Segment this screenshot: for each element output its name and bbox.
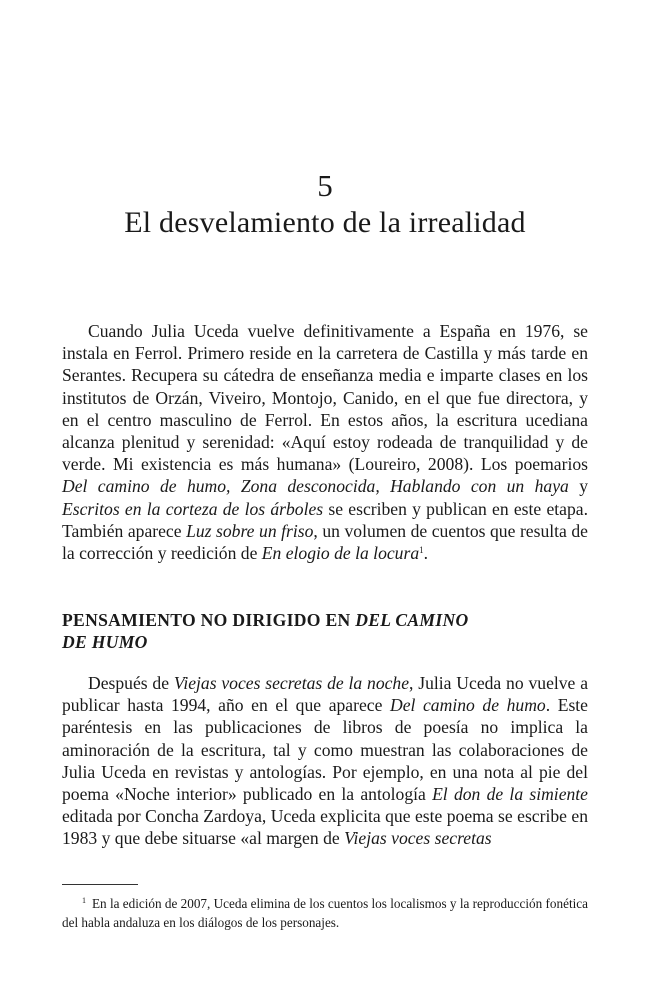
book-title-italic: Escritos en la corteza de los árboles — [62, 498, 324, 519]
text-run: Después de — [88, 673, 174, 693]
book-title-italic: En elogio de la locura — [261, 543, 420, 564]
footnote — [62, 894, 588, 932]
chapter-title: El desvelamiento de la irrealidad — [124, 206, 526, 239]
text-run: Cuando Julia Uceda vuelve definitivamente a España en 1976, se instala en Ferrol. Primero reside en la carretera de Castilla y más tarde en Serantes. Recupera su cátedra de enseñanza media e imparte clases en los institutos de Orzán, Viveiro, Montojo, Canido, en el que fue directora, y en el centro masculino de Ferrol. En estos años, la escritura ucediana alcanza plenitud y serenidad: «Aquí estoy rodeada de tranquilidad y de verde. Mi existencia es más humana» (Loureiro, 2008). Los poemarios — [62, 321, 588, 475]
paragraph-intro — [62, 320, 588, 564]
footnote-separator — [62, 884, 138, 885]
footnote-text: En la edición de 2007, Uceda elimina de los cuentos los localismos y la reproducción fonética del habla andaluza en los diálogos de los personajes. — [62, 896, 588, 930]
chapter-number: 5 — [317, 168, 333, 203]
book-title-italic: Luz sobre un friso — [186, 520, 314, 541]
book-title-italic: Viejas voces secretas de la noche — [173, 673, 410, 693]
text-run: , Julia Uceda no vuelve a publicar hasta 1994, año en el que aparece — [62, 673, 589, 716]
book-title-italic: Del camino de humo — [390, 695, 546, 716]
footnote-number: 1 — [82, 896, 86, 905]
book-title-italic: El don de la simiente — [432, 784, 588, 805]
section-heading-italic: DEL CAMINO — [355, 610, 469, 630]
footnote-reference: 1 — [419, 545, 424, 556]
section-heading — [62, 609, 588, 653]
section-heading-line-1 — [62, 609, 588, 631]
book-title-italic: Del camino de humo, Zona desconocida, Hablando con un haya — [62, 476, 569, 497]
text-run: , un volumen de cuentos que resulta de la corrección y reedición de — [62, 520, 588, 564]
section-heading-prefix: PENSAMIENTO NO DIRIGIDO EN — [62, 610, 356, 630]
book-page — [62, 0, 588, 1001]
text-run: . Este paréntesis en las publicaciones de libros de poesía no implica la aminoración de la escritura, tal y como muestran las colaboraciones de Julia Uceda en revistas y antologías. Por ejemplo, en una nota al pie del poema «Noche interior» publicado en la antología — [62, 695, 588, 805]
section-heading-line-2 — [62, 631, 588, 653]
section-heading-italic: DE HUMO — [62, 632, 148, 652]
text-run: . — [423, 543, 429, 564]
book-title-italic: Viejas voces secretas — [344, 828, 492, 849]
text-run: y — [568, 476, 588, 497]
paragraph-section — [62, 672, 588, 850]
text-run: editada por Concha Zardoya, Uceda explicita que este poema se escribe en 1983 y que debe situarse «al margen de — [62, 806, 588, 849]
text-run: se escriben y publican en este etapa. También aparece — [62, 498, 588, 541]
